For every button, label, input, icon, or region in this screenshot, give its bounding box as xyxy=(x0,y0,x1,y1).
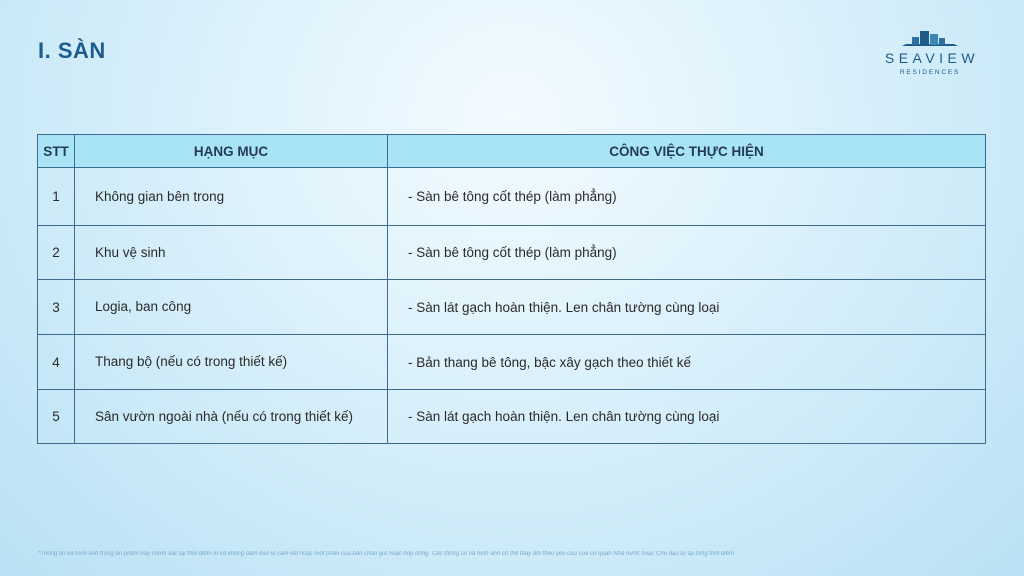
logo-name: SEAVIEW xyxy=(884,50,980,66)
row-item: Không gian bên trong xyxy=(75,168,388,226)
row-stt: 3 xyxy=(38,280,75,335)
header-stt: STT xyxy=(38,135,75,168)
table-row xyxy=(38,226,986,280)
table-row xyxy=(38,335,986,390)
row-work: - Sàn lát gạch hoàn thiện. Len chân tường cùng loại xyxy=(388,390,986,444)
table-row xyxy=(38,390,986,444)
disclaimer-footnote: *Thông tin và hình ảnh trong ấn phẩm này chính xác tại thời điểm in và không đảm bảo là cam kết hoặc một phần của bản chào giá hoặc hợp đồng. Các thông số và hình ảnh có thể thay đổi theo yêu cầu của cơ quan Nhà nước hoặc Chủ đầu tư tại từng thời điểm xyxy=(38,551,734,557)
table-row xyxy=(38,168,986,226)
header-work: CÔNG VIỆC THỰC HIỆN xyxy=(388,135,986,168)
row-work: - Bản thang bê tông, bậc xây gạch theo thiết kế xyxy=(388,335,986,390)
row-stt: 5 xyxy=(38,390,75,444)
row-stt: 2 xyxy=(38,226,75,280)
header-item: HẠNG MỤC xyxy=(75,135,388,168)
row-item: Khu vệ sinh xyxy=(75,226,388,280)
seaview-logo xyxy=(868,30,992,76)
logo-subtitle: RESIDENCES xyxy=(899,69,961,76)
row-item: Logia, ban công xyxy=(75,280,388,335)
page-title: I. SÀN xyxy=(38,38,106,63)
floor-spec-table xyxy=(37,134,986,444)
table-row xyxy=(38,280,986,335)
table-header-row xyxy=(38,135,986,168)
row-work: - Sàn lát gạch hoàn thiện. Len chân tường cùng loại xyxy=(388,280,986,335)
row-work: - Sàn bê tông cốt thép (làm phẳng) xyxy=(388,226,986,280)
row-item: Sân vườn ngoài nhà (nếu có trong thiết kế) xyxy=(75,390,388,444)
row-stt: 4 xyxy=(38,335,75,390)
row-item: Thang bộ (nếu có trong thiết kế) xyxy=(75,335,388,390)
skyline-logo-icon xyxy=(898,30,962,46)
row-stt: 1 xyxy=(38,168,75,226)
row-work: - Sàn bê tông cốt thép (làm phẳng) xyxy=(388,168,986,226)
